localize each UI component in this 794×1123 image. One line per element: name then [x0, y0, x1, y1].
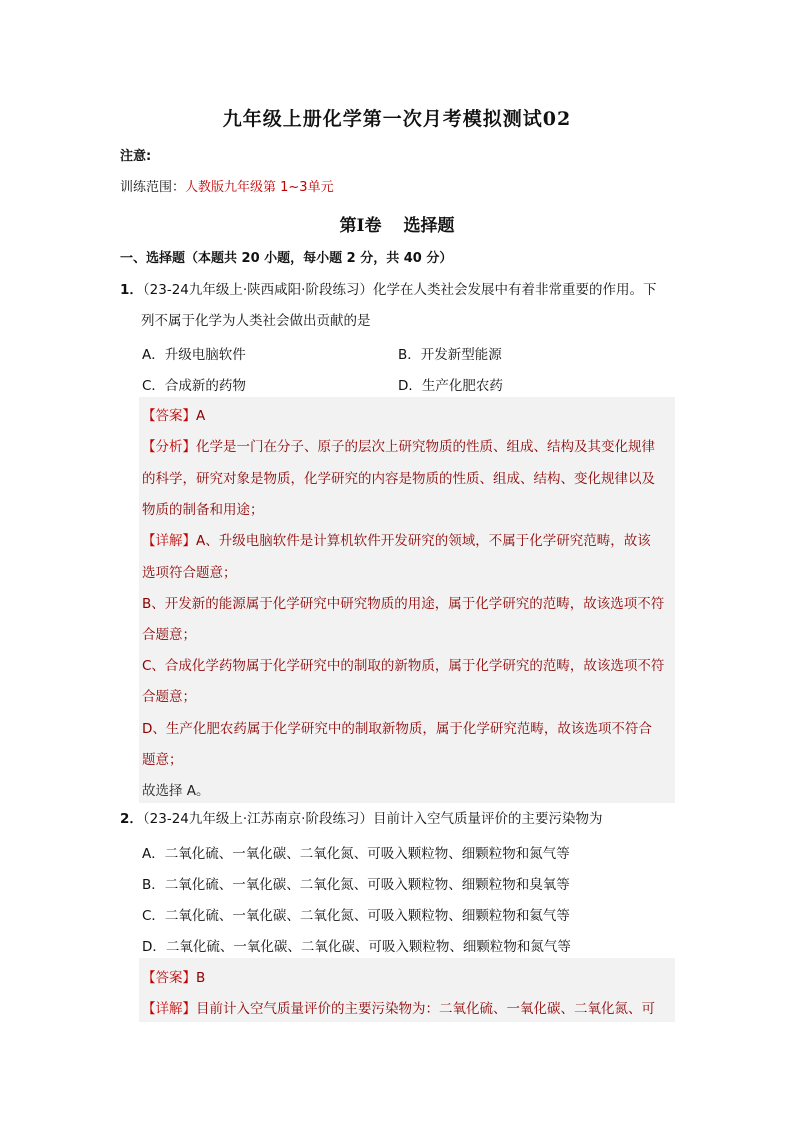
analysis-line: 物质的制备和用途； [142, 502, 264, 518]
answer-line [142, 404, 205, 424]
detail-tag: 【详解】 [142, 533, 196, 549]
detail-line: C、合成化学药物属于化学研究中的制取的新物质，属于化学研究的范畴，故该选项不符 [142, 658, 665, 674]
option-d: D．生产化肥农药 [398, 378, 503, 394]
option-b: B．开发新型能源 [398, 347, 502, 363]
question-stem-line1: （23-24九年级上·江苏南京·阶段练习）目前计入空气质量评价的主要污染物为 [142, 811, 603, 827]
detail-line: 选项符合题意； [142, 565, 237, 581]
document-title: 九年级上册化学第一次月考模拟测试02 [222, 108, 572, 130]
detail-line: B、开发新的能源属于化学研究中研究物质的用途，属于化学研究的范畴，故该选项不符 [142, 596, 665, 612]
answer-tag: 【答案】 [142, 970, 196, 986]
detail-line: 【详解】目前计入空气质量评价的主要污染物为：二氧化硫、一氧化碳、二氧化氮、可 [142, 1001, 655, 1017]
answer-line [142, 966, 205, 986]
option-c: C．二氧化硫、一氧化碳、二氧化氮、可吸入颗粒物、细颗粒物和氦气等 [142, 908, 570, 924]
option-c: C．合成新的药物 [142, 378, 246, 394]
detail-line: 合题意； [142, 689, 196, 705]
question-1 [120, 275, 675, 337]
question-number: 2． [120, 811, 143, 827]
part-title [0, 211, 794, 236]
detail-line: 题意； [142, 752, 183, 768]
detail-line: 合题意； [142, 627, 196, 643]
question-stem-line1: （23-24九年级上·陕西咸阳·阶段练习）化学在人类社会发展中有着非常重要的作用。下 [142, 282, 657, 298]
option-a: A．二氧化硫、一氧化碳、二氧化氮、可吸入颗粒物、细颗粒物和氮气等 [142, 846, 570, 862]
question-stem-line2: 列不属于化学为人类社会做出贡献的是 [141, 313, 371, 329]
scope-label: 训练范围： [120, 180, 186, 195]
question-number: 1． [120, 282, 143, 298]
part-title-name: 选择题 [403, 216, 455, 236]
answer-tag: 【答案】 [142, 408, 196, 424]
part-title-volume: 第Ⅰ卷 [339, 216, 382, 236]
detail-line: 【详解】A、升级电脑软件是计算机软件开发研究的领域，不属于化学研究范畴，故该 [142, 533, 651, 549]
option-b: B．二氧化硫、一氧化碳、二氧化氮、可吸入颗粒物、细颗粒物和臭氧等 [142, 877, 570, 893]
question-2 [120, 804, 675, 835]
detail-line: D、生产化肥农药属于化学研究中的制取新物质，属于化学研究范畴，故该选项不符合 [142, 721, 652, 737]
option-a: A．升级电脑软件 [142, 347, 246, 363]
detail-tag: 【详解】 [142, 1001, 196, 1017]
answer-value: B [196, 970, 206, 986]
analysis-tag: 【分析】 [142, 439, 196, 455]
section-heading: 一、选择题（本题共 20 小题，每小题 2 分，共 40 分） [120, 251, 453, 266]
note-label: 注意: [120, 149, 152, 164]
analysis-line: 【分析】化学是一门在分子、原子的层次上研究物质的性质、组成、结构及其变化规律 [142, 439, 655, 455]
analysis-line: 的科学，研究对象是物质，化学研究的内容是物质的性质、组成、结构、变化规律以及 [142, 471, 655, 487]
detail-line: 故选择 A。 [142, 783, 210, 799]
answer-value: A [196, 408, 206, 424]
option-d: D．二氧化硫、一氧化碳、二氧化碳、可吸入颗粒物、细颗粒物和氮气等 [142, 939, 571, 955]
training-scope [120, 176, 334, 195]
scope-value: 人教版九年级第 1~3单元 [185, 180, 334, 195]
